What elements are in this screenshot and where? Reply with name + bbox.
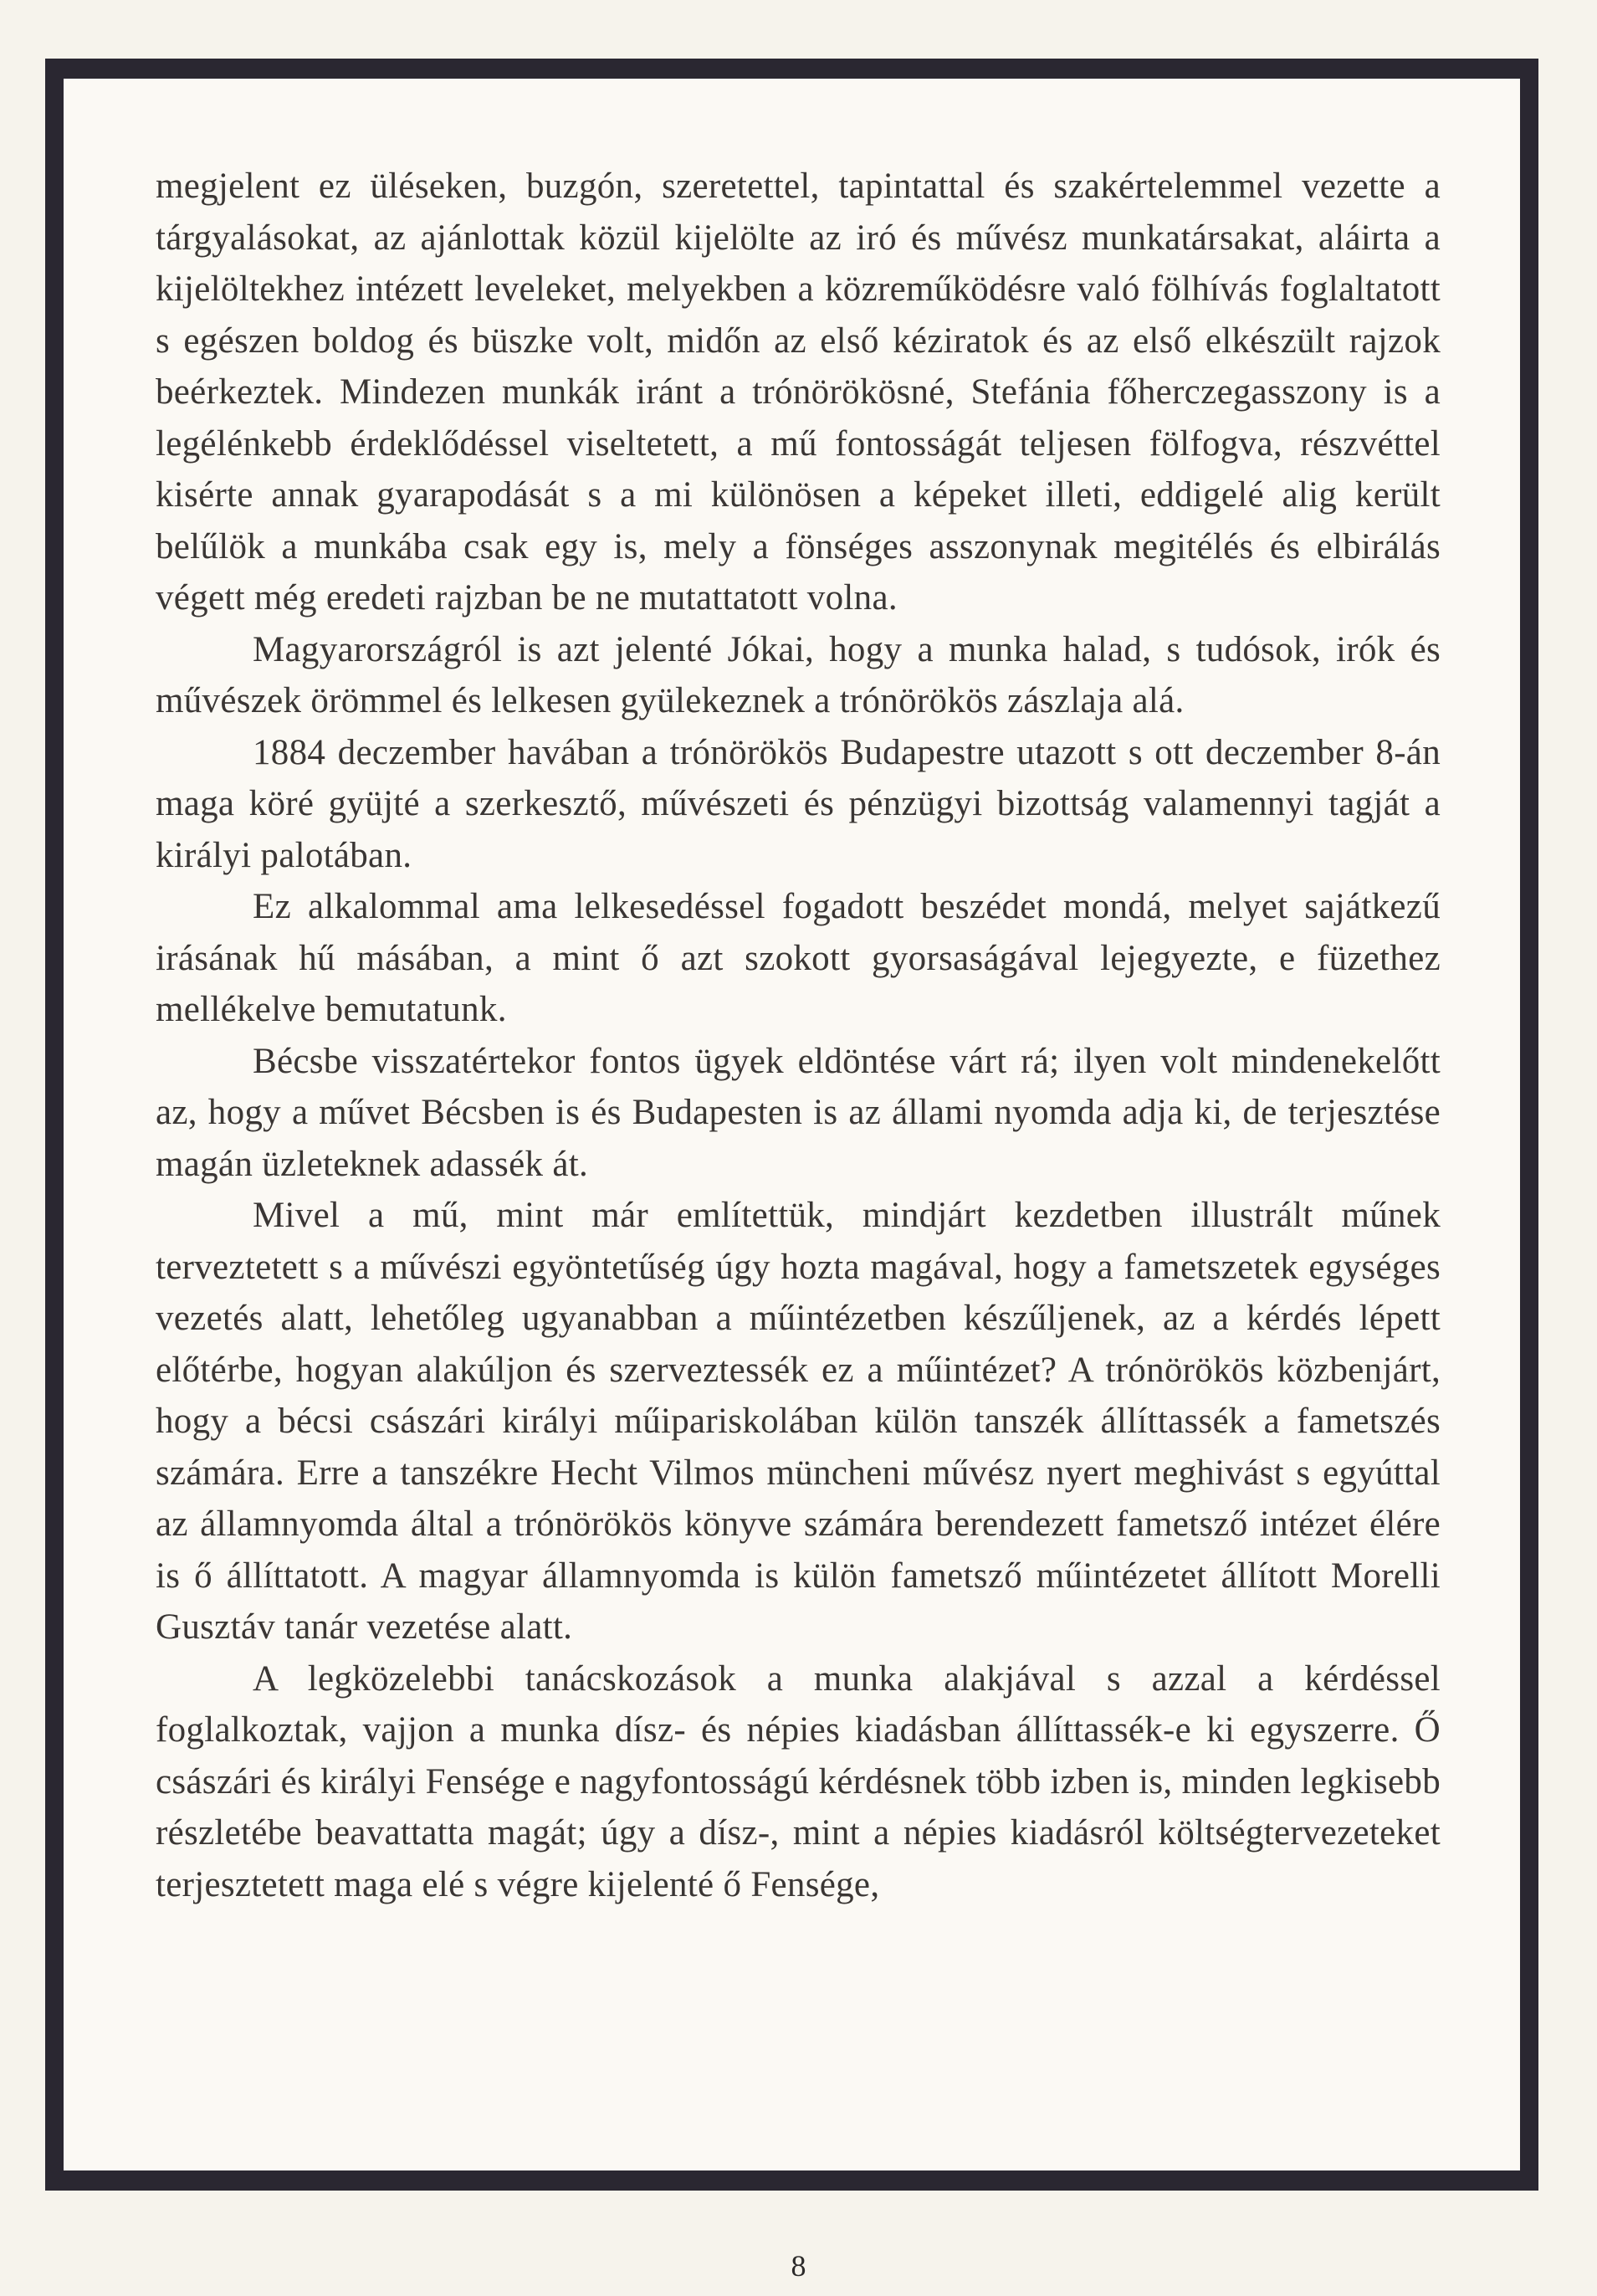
paragraph-4: Ez alkalommal ama lelkesedéssel fogadott beszédet mondá, melyet sajátkezű irásának hű másában, a mint ő azt szokott gyorsaságával lejegyezte, e füzethez mellékelve bemutatunk. <box>156 887 1441 1029</box>
paragraph-6: Mivel a mű, mint már említettük, mindjárt kezdetben illustrált műnek terveztetett s a művészi egyöntetűség úgy hozta magával, hogy a fametszetek egységes vezetés alatt, lehetőleg ugyanabban a műintézetben készűljenek, az a kérdés lépett előtérbe, hogyan alakúljon és szerveztessék ez a műintézet? A trónörökös közbenjárt, hogy a bécsi császári királyi műipariskolában külön tanszék állíttassék a fametszés számára. Erre a tanszékre Hecht Vilmos müncheni művész nyert meghivást s egyúttal az államnyomda által a trónörökös könyve számára berendezett fametsző intézet élére is ő állíttatott. A magyar államnyomda is külön fametsző műintézetet állított Morelli Gusztáv tanár vezetése alatt. <box>156 1196 1441 1647</box>
page-number: 8 <box>791 2249 806 2283</box>
text-body <box>156 161 1441 1910</box>
paragraph-2: Magyarországról is azt jelenté Jókai, hogy a munka halad, s tudósok, irók és művészek örömmel és lelkesen gyülekeznek a trónörökös zászlaja alá. <box>156 629 1441 720</box>
page-content-area <box>64 79 1520 2170</box>
paragraph-5: Bécsbe visszatértekor fontos ügyek eldöntése várt rá; ilyen volt mindenekelőtt az, hogy a művet Bécsben is és Budapesten is az állami nyomda adja ki, de terjesztése magán üzleteknek adassék át. <box>156 1041 1441 1184</box>
page-border-frame <box>45 59 1538 2191</box>
paragraph-7: A legközelebbi tanácskozások a munka alakjával s azzal a kérdéssel foglalkoztak, vajjon a munka dísz- és népies kiadásban állíttassék-e ki egyszerre. Ő császári és királyi Fensége e nagyfontosságú kérdésnek több izben is, minden legkisebb részletébe beavattatta magát; úgy a dísz-, mint a népies kiadásról költségtervezeteket terjesztetett maga elé s végre kijelenté ő Fensége, <box>156 1658 1441 1904</box>
paragraph-1: megjelent ez üléseken, buzgón, szeretettel, tapintattal és szakértelemmel vezette a tárgyalásokat, az ajánlottak közül kijelölte az iró és művész munkatársakat, aláirta a kijelöltekhez intézett leveleket, melyekben a közreműködésre való fölhívás foglaltatott s egészen boldog és büszke volt, midőn az első kéziratok és az első elkészült rajzok beérkeztek. Mindezen munkák iránt a trónörökösné, Stefánia főherczegasszony is a legélénkebb érdeklődéssel viseltetett, a mű fontosságát teljesen fölfogva, részvéttel kisérte annak gyarapodását s a mi különösen a képeket illeti, eddigelé alig került belűlök a munkába csak egy is, mely a fönséges asszonynak megitélés és elbirálás végett még eredeti rajzban be ne mutattatott volna. <box>156 167 1441 618</box>
paragraph-3: 1884 deczember havában a trónörökös Budapestre utazott s ott deczember 8-án maga köré gyüjté a szerkesztő, művészeti és pénzügyi bizottság valamennyi tagját a királyi palotában. <box>156 732 1441 875</box>
